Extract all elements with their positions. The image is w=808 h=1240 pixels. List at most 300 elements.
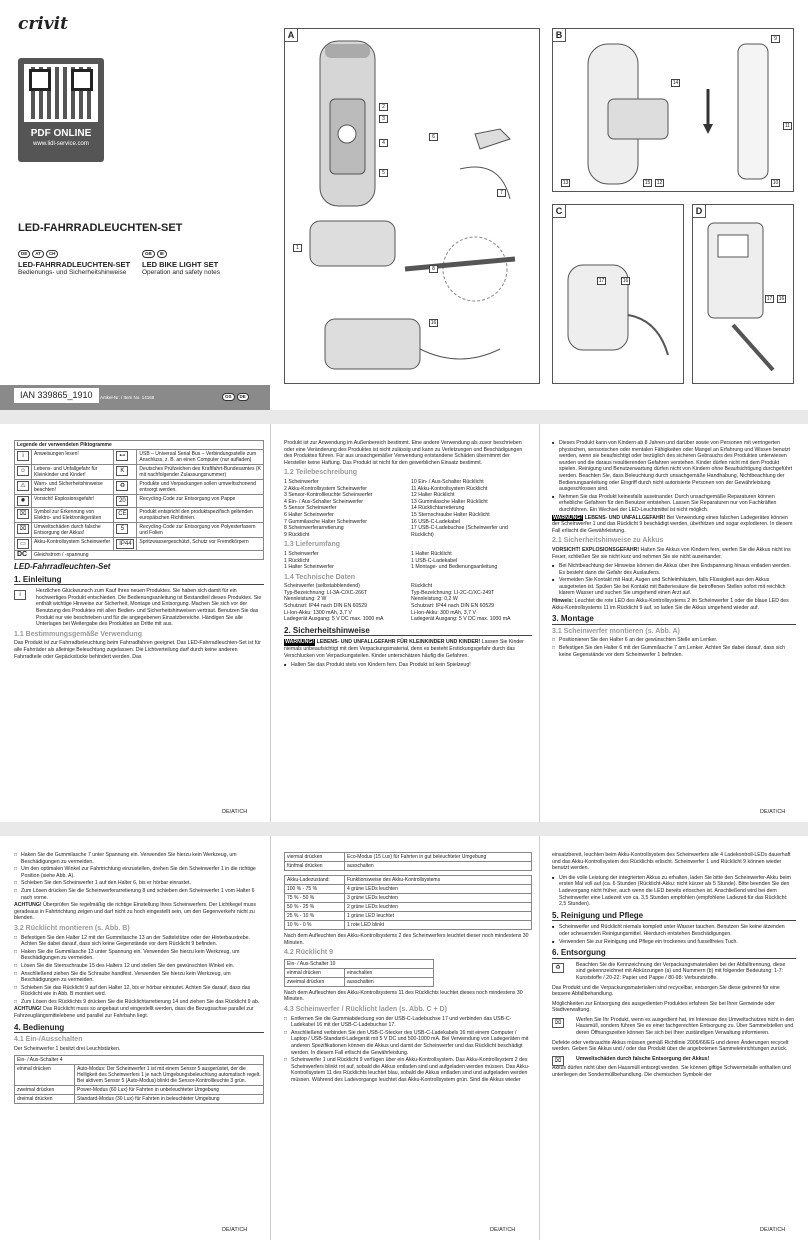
callout-11: 11 xyxy=(784,123,791,129)
heading-montage-sub: 3.1 Scheinwerfer montieren (s. Abb. A) xyxy=(552,627,680,635)
legend-text: Spritzwassergeschützt, Schutz vor Fremdkörpern xyxy=(137,538,264,551)
akku-warning xyxy=(552,547,796,560)
legend-row xyxy=(15,480,264,495)
column-1 xyxy=(14,852,264,1104)
list-item: □ Schieben Sie den Scheinwerfer 1 auf den Halter 6, bis er hörbar einrastet. xyxy=(14,880,264,887)
ce-mark-icon: CE xyxy=(118,511,127,517)
legend-row xyxy=(15,523,264,538)
part-item: 3 Sensor-Kontrollleuchte Scheinwerfer xyxy=(284,492,373,499)
akku-warning-title: VORSICHT! EXPLOSIONSGEFAHR! xyxy=(552,546,640,553)
lang-badge: IE xyxy=(157,250,167,258)
legend-title: Legende der verwendeten Piktogramme xyxy=(15,441,264,450)
spec-label: Li-Ion-Akku: xyxy=(411,609,439,616)
lang-badges-de xyxy=(18,250,130,258)
warning-label: WARNUNG! xyxy=(553,514,583,521)
table-cell: viermal drücken xyxy=(285,853,345,862)
parts-left xyxy=(284,479,405,538)
heading-bestimmung: 1.1 Bestimmungsgemäße Verwendung xyxy=(14,630,142,638)
heading-teile: 1.2 Teilebeschreibung xyxy=(284,469,358,477)
article-number: Artikel-Nr. / Item No. 14168 xyxy=(100,395,155,400)
table-cell: ausschalten xyxy=(345,862,532,871)
list-item: □ Zum Lösen drücken Sie die Scheinwerferarretierung 8 und schieben den Scheinwerfer 1 vom Halter 6 nach vorne. xyxy=(14,888,264,901)
callout-15: 15 xyxy=(644,180,651,186)
spec-label: Ladegerät Ausgang: xyxy=(284,616,331,623)
recycling-code-20-icon: 20 xyxy=(116,496,128,506)
parts-list xyxy=(284,479,532,538)
bestimmung-text: Das Produkt ist zur Fahrradbeleuchtung beim Fahrradfahren geeignet. Das LED-Fahrradleuchten-Set ist für alle Fahrräder als alleinige Beleuchtung zugelassen. Die Lichtverteilung darf durch keine anderen Fahrradteile oder Gepäckstücke behindert werden. Das xyxy=(14,640,261,660)
spec-value: IP44 nach DIN EN 60529 xyxy=(308,603,368,610)
table-row xyxy=(15,1065,264,1086)
table-header: Ein- / Aus-Schalter 10 xyxy=(285,959,434,968)
table-row xyxy=(15,1086,264,1095)
figure-d-drawing xyxy=(693,205,793,383)
heading-reinigung: 5. Reinigung und Pflege xyxy=(552,913,796,922)
achtung-label: ACHTUNG! xyxy=(14,1006,42,1013)
legend-text: Umweltschäden durch falsche Entsorgung der Akkus! xyxy=(32,523,114,538)
page-footer: DE/AT/CH xyxy=(760,809,786,816)
spec-label: Scheinwerfer (selbstabblendend) xyxy=(284,583,360,590)
legend-text: Recycling-Code zur Entsorgung von Polyesterfasern und Folien xyxy=(137,523,264,538)
list-item: ■ Verwenden Sie zur Reinigung und Pflege ein trockenes und fusselfreies Tuch. xyxy=(552,939,796,946)
list-item: □ Entfernen Sie die Gummiabdeckung von der USB-C-Ladebuchse 17 und verbinden das USB-C-Ladekabel 16 mit der USB-C-Ladebuchse 17. xyxy=(284,1016,532,1029)
einaus-text: Der Scheinwerfer 1 besitzt drei Leuchtstärken. xyxy=(14,1045,121,1052)
spec-label: Ladegerät Ausgang: xyxy=(411,616,458,623)
legend-text: Recycling-Code zur Entsorgung von Pappe xyxy=(137,495,264,508)
figure-label: B xyxy=(553,29,566,42)
table-row xyxy=(285,968,434,977)
callout-16: 16 xyxy=(430,320,437,326)
akku-warning-text: Halten Sie Akkus von Kindern fern, werfen Sie die Akkus nicht ins Feuer, schließen Sie sie nicht kurz und nehmen Sie sie nicht auseinander. xyxy=(552,546,791,560)
spec-label: Rücklicht xyxy=(411,583,433,590)
hinweis-label: Hinweis: xyxy=(552,598,574,605)
entsorgung-2: Das Produkt und die Verpackungsmaterialien sind recycelbar, entsorgen Sie diese getrennt für eine bessere Abfallbehandlung. xyxy=(552,984,780,998)
table-cell: dreimal drücken xyxy=(15,1095,75,1104)
table-row xyxy=(285,912,532,921)
callout-16: 16 xyxy=(778,296,785,302)
dc-symbol: DC xyxy=(15,551,32,560)
legend-text: Produkt entspricht den produktspezifisch geltenden europäischen Richtlinien. xyxy=(137,508,264,523)
battery-status-table xyxy=(284,875,532,930)
callout-17: 17 xyxy=(598,278,605,284)
entsorgung-text: Beachten Sie die Kennzeichnung der Verpackungsmaterialien bei der Abfalltrennung, diese sind gekennzeichnet mit Abkürzungen (a) und Nummern (b) mit folgender Bedeutung: 1-7: Kunststoffe / 20-22: Papier und Pappe / 80-98: Verbundstoffe. xyxy=(576,961,786,981)
tech-left xyxy=(284,583,405,623)
figure-c xyxy=(552,204,684,384)
spec-row xyxy=(411,590,532,597)
text-page-3 xyxy=(0,836,808,1240)
legend-table xyxy=(14,440,264,560)
figure-d xyxy=(692,204,794,384)
cover-page xyxy=(0,0,808,410)
list-item: □ Anschließend verbinden Sie den USB-C-Stecker des USB-C-Ladekabels 16 mit einem Computer / Laptop / USB-Standard-Ladegerät mit 5 V DC und 500-1000 mA. Bei Verwendung von Ladegeräten mit anderen Spezifikationen können die Akkus und damit der Scheinwerfer und das Rücklicht beschädigt werden. In diesem Fall erlischt die Gewährleistung. xyxy=(284,1030,532,1056)
column-2 xyxy=(284,440,532,670)
warning-title: LEBENS- UND UNFALLGEFAHR FÜR KLEINKINDER UND KINDER! xyxy=(316,639,481,646)
table-row xyxy=(285,903,532,912)
achtung-2 xyxy=(14,1006,264,1019)
explosion-icon: ✹ xyxy=(17,496,29,506)
callout-10: 10 xyxy=(772,180,779,186)
spec-row xyxy=(411,603,532,610)
intro-text: Produkt ist zur Anwendung im Außenbereich bestimmt. Eine andere Verwendung als zuvor beschrieben oder eine Veränderung des Produktes ist nicht zulässig und kann zu Verletzungen und Beschädigungen des Produktes führen. Für aus unsachgemäßer Verwendung entstandene Schäden übernimmt der Hersteller keine Haftung. Das Produkt ist nicht für den gewerblichen Einsatz bestimmt. xyxy=(284,440,523,466)
part-item: 13 Gummilasche Halter Rücklicht xyxy=(411,498,488,505)
de-subtitle: Bedienungs- und Sicherheitshinweise xyxy=(18,269,127,276)
figure-a-drawing xyxy=(285,29,539,383)
warning-icon: ⚠ xyxy=(17,481,29,491)
warning-block xyxy=(284,639,532,659)
battery-bin-icon: ⌧ xyxy=(552,1056,564,1066)
country-badges xyxy=(222,393,249,401)
callout-12: 12 xyxy=(656,180,663,186)
switch-table-taillight xyxy=(284,959,434,987)
callout-17: 17 xyxy=(766,296,773,302)
column-3 xyxy=(552,852,796,1082)
cover xyxy=(0,0,270,410)
fold-line xyxy=(539,836,540,1240)
table-cell: 50 % - 25 % xyxy=(285,903,345,912)
legend-text: Anweisungen lesen! xyxy=(32,450,114,465)
lang-badge: DE xyxy=(18,250,30,258)
spec-row xyxy=(411,610,532,617)
table-cell: ausschalten xyxy=(345,977,434,986)
part-item: 6 Halter Scheinwerfer xyxy=(284,511,334,518)
switch-table-headlight-cont xyxy=(284,852,532,871)
after-battery-text: Nach dem Aufleuchten des Akku-Kontrollsystems 2 des Scheinwerfers leuchtet dieser noch mindestens 30 Minuten. xyxy=(284,933,529,946)
fold-line xyxy=(270,836,271,1240)
part-item: 5 Sensor Scheinwerfer xyxy=(284,505,337,512)
part-item: 4 Ein- / Aus-Schalter Scheinwerfer xyxy=(284,498,363,505)
achtung-1 xyxy=(14,902,264,922)
figure-label: C xyxy=(553,205,566,218)
spec-label: Li-Ion-Akku: xyxy=(284,609,312,616)
spec-value: 5 V DC max. 1000 mA xyxy=(331,616,384,623)
part-item: 1 Scheinwerfer xyxy=(284,478,319,485)
callout-7: 7 xyxy=(497,189,506,197)
warning-block xyxy=(552,515,796,535)
spec-row xyxy=(284,590,405,597)
figure-b xyxy=(552,28,794,192)
list-item: □ Haken Sie die Gummilasche 13 unter Spannung ein. Verwenden Sie hierzu kein Werkzeug, um Beschädigungen zu vermeiden. xyxy=(14,949,264,962)
charging-continued: einsatzbereit, leuchten beim Akku-Kontrollsystem des Scheinwerfers alle 4 Ladekontroll-LEDs dauerhaft und das Akku-Kontrollsystem des Rücklichts erlischt. Scheinwerfer 1 und Rücklicht 9 können wieder benutzt werden. xyxy=(552,852,791,872)
table-cell: 75 % - 50 % xyxy=(285,894,345,903)
table-row xyxy=(285,862,532,871)
lang-badge: AT xyxy=(32,250,44,258)
en-subtitle: Operation and safety notes xyxy=(142,269,221,276)
delivery-left xyxy=(284,551,405,571)
tech-specs xyxy=(284,583,532,623)
table-row xyxy=(285,876,532,885)
part-item: 2 Akku-Kontrollsystem Scheinwerfer xyxy=(284,485,368,492)
qr-code-icon xyxy=(24,64,98,122)
child-warning-icon: ☺ xyxy=(17,466,29,476)
callout-2: 2 xyxy=(379,103,388,111)
part-item: 12 Halter Rücklicht xyxy=(411,492,455,499)
callout-1: 1 xyxy=(293,244,302,252)
part-item: 9 Rücklicht xyxy=(284,531,310,538)
heading-ruecklicht: 3.2 Rücklicht montieren (s. Abb. B) xyxy=(14,924,130,932)
spec-row xyxy=(284,596,405,603)
page-footer: DE/AT/CH xyxy=(760,1227,786,1234)
einleitung-text xyxy=(14,588,264,628)
ip44-icon: IP44 xyxy=(116,539,134,549)
recycling-code-5-icon: 5 xyxy=(116,524,128,534)
part-item: 14 Rücklichtarretierung xyxy=(411,505,465,512)
page-footer: DE/AT/CH xyxy=(490,1227,516,1234)
entsorgung-1 xyxy=(552,962,796,982)
spec-value: 1300 mAh, 3,7 V xyxy=(313,609,352,616)
callout-9: 9 xyxy=(771,35,780,43)
fold-line xyxy=(270,424,271,822)
callout-4: 4 xyxy=(379,139,388,147)
legend-row xyxy=(15,495,264,508)
list-item: □ Scheinwerfer 1 und Rücklicht 9 verfügen über ein Akku-Kontrollsystem. Das Akku-Kontrollsystem 2 des Scheinwerfers blinkt rot auf, sobald die Akkus entladen sind und aufgeladen werden müssen. Das Akku-Kontrollsystem 11 des Rücklichts leuchtet blau, sobald die Akkus entladen sind und aufgeladen werden müssen. Während des Ladevorgangs leuchtet das Akku-Kontrollsystem grün. Sind die Akkus wieder xyxy=(284,1057,532,1083)
ian-number: IAN 339865_1910 xyxy=(14,388,99,403)
list-item: □ Befestigen Sie den Halter 12 mit der Gummilasche 13 an der Sattelstütze oder der Hinterbaustrebe. Achten Sie dabei darauf, dass sich keine Gegenstände vor dem Rücklicht 9 befinden. xyxy=(14,935,264,948)
spec-row xyxy=(284,610,405,617)
heading-entsorgung: 6. Entsorgung xyxy=(552,950,796,959)
list-item: ■ Halten Sie das Produkt stets von Kindern fern. Das Produkt ist kein Spielzeug! xyxy=(284,662,532,669)
callout-3: 3 xyxy=(379,115,388,123)
heading-ruecklicht-bedienung: 4.2 Rücklicht 9 xyxy=(284,949,334,957)
achtung-text: Überprüfen Sie regelmäßig die richtige Einstellung Ihres Scheinwerfers. Der Lichtkegel muss geradeaus in Fahrtrichtung zeigen und darf nicht zu hoch eingestellt sein, um den Gegenverkehr nicht zu blenden. xyxy=(14,902,256,922)
battery-control-icon: ▭ xyxy=(17,539,29,549)
heading-einaus: 4.1 Ein-/Ausschalten xyxy=(14,1036,83,1044)
set-heading: LED-Fahrradleuchten-Set xyxy=(14,562,111,571)
battery-bin-icon: ⌧ xyxy=(17,524,29,534)
k-mark-icon: K xyxy=(116,466,128,476)
legend-text: Akku-Kontrollsystem Scheinwerfer xyxy=(32,538,114,551)
legend-text: Lebens- und Unfallgefahr für Kleinkinder und Kinder! xyxy=(32,465,114,480)
umwelt-title: Umweltschäden durch falsche Entsorgung der Akkus! xyxy=(576,1055,710,1062)
warning-text: Lassen Sie Kinder niemals unbeaufsichtigt mit dem Verpackungsmaterial, denn es besteht Erstickungsgefahr durch das Verschlucken von Verpackungsteilen. Kinder unterschätzen häufig die Gefahren. xyxy=(284,639,524,659)
legend-row xyxy=(15,551,264,560)
spec-label: Nennleistung: xyxy=(284,596,316,603)
list-item: ■ Dieses Produkt kann von Kindern ab 8 Jahren und darüber sowie von Personen mit verringerten physischen, sensorischen oder mentalen Fähigkeiten oder Mangel an Erfahrung und Wissen benutzt werden, wenn sie beaufsichtigt oder bezüglich des sicheren Gebrauchs des Produktes unterwiesen wurden und die daraus resultierenden Gefahren verstehen. Kinder dürfen nicht mit dem Produkt spielen. Reinigung und Benutzerwartung dürfen nicht von Kindern ohne Beaufsichtigung durchgeführt werden. Beachten Sie, dass Beleuchtung durch unsachgemäße Handhabung, Nichtbeachtung der Bedienungsanleitung oder Eingriff durch nicht autorisierte Personen von der Gewährleistung ausgeschlossen sind. xyxy=(552,440,796,493)
table-header: Funktionsweise des Akku-Kontrollsystems xyxy=(345,876,532,885)
callout-6: 6 xyxy=(429,133,438,141)
spec-value: 300 mAh, 3,7 V xyxy=(440,609,476,616)
hinweis-text: Leuchtet die rote LED des Akku-Kontrollsystems 2 im Scheinwerfer 1 oder die blaue LED des Akku-Kontrollsystems 11 im Rücklicht 9 auf, so laden Sie die Akkus umgehend wieder auf. xyxy=(552,598,789,611)
legend-row xyxy=(15,508,264,523)
list-item: □ Positionieren Sie den Halter 6 an der gewünschten Stelle am Lenker. xyxy=(552,637,796,644)
list-item: □ Um den optimalen Winkel zur Fahrtrichtung einzustellen, drehen Sie den Scheinwerfer 1 in die richtige Position (siehe Abb. A). xyxy=(14,866,264,879)
warning-text: Bei Verwendung eines falschen Ladegerätes können der Scheinwerfer 1 und das Rücklicht 9 beschädigt werden, überhitzen und sogar explodieren. In diesem Fall erlischt die Gewährleistung. xyxy=(552,514,793,534)
legend-row xyxy=(15,538,264,551)
spec-value: LI-3A-C/XC-266T xyxy=(326,589,368,596)
legend-text: Deutsches Prüfzeichen des Kraftfahrt-Bundesamtes (K mit nachfolgender Zulassungsnummer) xyxy=(137,465,264,480)
qr-url: www.lidl-service.com xyxy=(33,140,89,147)
delivery-item: 1 Halter Rücklicht xyxy=(411,550,452,557)
heading-einleitung: 1. Einleitung xyxy=(14,577,264,586)
spec-label: Nennleistung: xyxy=(411,596,443,603)
figure-label: A xyxy=(285,29,298,42)
warning-title: LEBENS- UND UNFALLGEFAHR! xyxy=(584,514,666,521)
table-cell: Power-Modus (60 Lux) für Fahrten in unbeleuchteter Umgebung xyxy=(75,1086,264,1095)
part-item: 7 Gummilasche Halter Scheinwerfer xyxy=(284,518,368,525)
column-2 xyxy=(284,852,532,1085)
spec-label: Schutzart: xyxy=(411,603,435,610)
delivery-item: 1 Montage- und Bedienungsanleitung xyxy=(411,564,498,571)
heading-lieferumfang: 1.3 Lieferumfang xyxy=(284,541,341,549)
recycle-icon: ♻ xyxy=(116,481,128,491)
table-row xyxy=(285,894,532,903)
weee-bin-icon: ⌧ xyxy=(552,1018,564,1028)
lang-badge: GB xyxy=(142,250,155,258)
achtung-text: Das Rücklicht muss so angebaut und eingestellt werden, dass die Bezugsachse parallel zur Fahrzeuglängsmittelebene und parallel zur Fahrbahn liegt. xyxy=(14,1006,254,1020)
spec-label: Typ-Bezeichnung: xyxy=(284,589,326,596)
parts-right xyxy=(411,479,532,538)
table-cell: 1 rote LED blinkt xyxy=(345,921,532,930)
page-footer: DE/AT/CH xyxy=(222,809,248,816)
table-cell: zweimal drücken xyxy=(285,977,345,986)
part-item: 8 Scheinwerferarretierung xyxy=(284,525,344,532)
list-item: □ Anschließend ziehen Sie die Schraube handfest. Verwenden Sie hierzu kein Werkzeug, um Beschädigungen zu vermeiden. xyxy=(14,971,264,984)
spec-row xyxy=(284,583,405,590)
legend-text: Warn- und Sicherheitshinweise beachten! xyxy=(32,480,114,495)
column-3 xyxy=(552,440,796,659)
page-footer: DE/AT/CH xyxy=(222,1227,248,1234)
table-cell: einschalten xyxy=(345,968,434,977)
table-row xyxy=(285,921,532,930)
after-taillight-text: Nach dem Aufleuchten des Akku-Kontrollsystems 11 des Rücklichts leuchtet dieses noch mindestens 30 Minuten. xyxy=(284,989,523,1003)
callout-8: 8 xyxy=(429,265,438,273)
country-badge: DE xyxy=(237,393,249,401)
lang-badges-en xyxy=(142,250,220,258)
table-cell: 2 grüne LEDs leuchten xyxy=(345,903,532,912)
delivery-item: 1 Rücklicht xyxy=(284,557,310,564)
spec-value: IP44 nach DIN EN 60529 xyxy=(435,603,495,610)
spec-row xyxy=(411,596,532,603)
info-icon: i xyxy=(14,590,26,600)
table-cell: Auto-Modus: Der Scheinwerfer 1 ist mit einem Sensor 5 ausgerüstet, der die Helligkeit des Scheinwerfers 1 je nach Umgebungsbeleuchtung automatisch regelt. Bei aktivem Sensor 5 (Auto-Modus) blinkt die Sensor-Kontrollleuchte 3 grün. xyxy=(75,1065,264,1086)
switch-table-headlight xyxy=(14,1055,264,1104)
table-cell: Standard-Modus (30 Lux) für Fahrten in beleuchteter Umgebung xyxy=(75,1095,264,1104)
delivery-item: 1 Scheinwerfer xyxy=(284,550,319,557)
qr-title: PDF ONLINE xyxy=(30,128,92,139)
callout-14: 14 xyxy=(672,80,679,86)
list-item: ■ Vermeiden Sie Kontakt mit Haut, Augen und Schleimhäuten, falls Flüssigkeit aus den Akkus ausgetreten ist. Spülen Sie bei Kontakt mit Batteriesäure die betroffenen Stellen sofort mit reichlich klarem Wasser und suchen Sie umgehend einen Arzt auf. xyxy=(552,577,796,597)
hinweis xyxy=(552,598,796,611)
part-item: 16 USB-C-Ladekabel xyxy=(411,518,461,525)
legend-text: Symbol zur Erkennung von Elektro- und Elektronikgeräten xyxy=(32,508,114,523)
legend-text: USB – Universal Serial Bus – Verbindungsstelle zum Anschluss, z. B. an einen Computer (nur aufladen) xyxy=(137,450,264,465)
spec-row xyxy=(284,603,405,610)
table-cell: zweimal drücken xyxy=(15,1086,75,1095)
country-badge: OS xyxy=(222,393,235,401)
heading-bedienung: 4. Bedienung xyxy=(14,1025,264,1034)
heading-technik: 1.4 Technische Daten xyxy=(284,573,356,581)
heading-akku: 2.1 Sicherheitshinweise zu Akkus xyxy=(552,537,664,545)
table-cell: fünfmal drücken xyxy=(285,862,345,871)
figure-a xyxy=(284,28,540,384)
en-title: LED BIKE LIGHT SET xyxy=(142,259,219,269)
delivery-right xyxy=(411,551,532,571)
part-item: 10 Ein- / Aus-Schalter Rücklicht xyxy=(411,478,484,485)
recycle-icon: ♻ xyxy=(552,963,564,973)
table-header: Ein- / Aus-Schalter 4 xyxy=(15,1056,264,1065)
table-cell: 4 grüne LEDs leuchten xyxy=(345,885,532,894)
part-item: 15 Sternschraube Halter Rücklicht xyxy=(411,511,490,518)
entsorgung-5: Defekte oder verbrauchte Akkus müssen gemäß Richtlinie 2006/66/EG und deren Änderungen recycelt werden. Geben Sie Akkus und / oder das Produkt über die angebotenen Sammeleinrichtungen zurück. xyxy=(552,1039,789,1053)
table-cell: 3 grüne LEDs leuchten xyxy=(345,894,532,903)
fold-line xyxy=(539,424,540,822)
figure-label: D xyxy=(693,205,706,218)
lang-badge: CH xyxy=(46,250,59,258)
qr-code-box[interactable] xyxy=(18,58,104,162)
table-cell: 1 grüne LED leuchtet xyxy=(345,912,532,921)
entsorgung-3: Möglichkeiten zur Entsorgung des ausgedienten Produktes erfahren Sie bei Ihrer Gemeinde oder Stadtverwaltung. xyxy=(552,1000,775,1014)
legend-text: Gleichstrom / -spannung xyxy=(32,551,264,560)
heading-sicherheit: 2. Sicherheitshinweise xyxy=(284,628,532,637)
einleitung-body: Herzlichen Glückwunsch zum Kauf Ihres neuen Produktes. Sie haben sich damit für ein hochwertiges Produkt entschieden. Die Bedienungsanleitung ist Bestandteil dieses Produktes. Sie enthält wichtige Hinweise zur Sicherheit, Montage und Entsorgung. Machen Sie sich vor der Benutzung des Produktes mit allen Bedien- und Sicherheitshinweisen vertraut. Benutzen Sie das Produkt nur wie beschrieben und für die angegebenen Einsatzbereiche. Händigen Sie alle Unterlagen bei Weitergabe des Produktes an Dritte mit aus. xyxy=(36,588,262,628)
callout-5: 5 xyxy=(379,169,388,177)
cover-de-block xyxy=(18,250,130,277)
spec-label: Typ-Bezeichnung: xyxy=(411,589,453,596)
table-header: Akku-Ladezustand: xyxy=(285,876,345,885)
heading-laden: 4.3 Scheinwerfer / Rücklicht laden (s. Abb. C + D) xyxy=(284,1005,447,1013)
usb-icon: ⊷ xyxy=(116,451,128,461)
cover-en-block xyxy=(142,250,220,277)
warning-label: WARNUNG! xyxy=(285,639,315,646)
column-1 xyxy=(14,440,264,663)
table-cell: einmal drücken xyxy=(15,1065,75,1086)
table-cell: einmal drücken xyxy=(285,968,345,977)
cover-title: LED-FAHRRADLEUCHTEN-SET xyxy=(18,222,183,234)
spec-label: Schutzart: xyxy=(284,603,308,610)
list-item: □ Schieben Sie das Rücklicht 9 auf den Halter 12, bis er hörbar einrastet. Achten Sie darauf, dass das Rücklicht wie in Abb. B montiert wird. xyxy=(14,985,264,998)
de-title: LED-FAHRRADLEUCHTEN-SET xyxy=(18,259,131,269)
entsorgung-text: Werfen Sie Ihr Produkt, wenn es ausgedient hat, im Interesse des Umweltschutzes nicht in den Hausmüll, sondern führen Sie es einer fachgerechten Entsorgung zu. Über Sammelstellen und deren Öffnungszeiten können Sie sich bei Ihrer zuständigen Verwaltung informieren. xyxy=(576,1016,795,1037)
spec-value: 0,2 W xyxy=(444,596,458,603)
table-row xyxy=(285,885,532,894)
weee-bin-icon: ⌧ xyxy=(17,509,29,519)
legend-row xyxy=(15,465,264,480)
achtung-label: ACHTUNG! xyxy=(14,902,42,909)
text-page-2 xyxy=(0,424,808,822)
brand-logo: crivit xyxy=(18,14,68,34)
callout-16: 16 xyxy=(622,278,629,284)
spec-value: 2 W xyxy=(317,596,327,603)
umwelt-text: Akkus dürfen nicht über den Hausmüll entsorgt werden. Sie können giftige Schwermetalle enthalten und unterliegen der Sondermüllbehandlung. Die chemischen Symbole der xyxy=(552,1065,791,1079)
table-cell: Eco-Modus (15 Lux) für Fahrten in gut beleuchteter Umgebung xyxy=(345,853,532,862)
table-row xyxy=(15,1095,264,1104)
callout-13: 13 xyxy=(562,180,569,186)
figure-b-drawing xyxy=(553,29,793,191)
table-cell: 25 % - 10 % xyxy=(285,912,345,921)
legend-row xyxy=(15,450,264,465)
list-item: □ Befestigen Sie den Halter 6 mit der Gummilasche 7 am Lenker. Achten Sie dabei darauf, dass sich keine Gegenstände vor dem Scheinwerfer 1 befinden. xyxy=(552,645,796,658)
delivery-list xyxy=(284,551,532,571)
heading-montage: 3. Montage xyxy=(552,616,796,625)
table-cell: 10 % - 0 % xyxy=(285,921,345,930)
spec-row xyxy=(284,616,405,623)
tech-right xyxy=(411,583,532,623)
list-item: □ Lösen Sie die Sternschraube 15 des Halters 12 und stellen Sie den gewünschten Winkel ein. xyxy=(14,963,264,970)
list-item: ■ Um die volle Leistung der integrierten Akkus zu erhalten, laden Sie bitte den Scheinwerfer-Akku beim ersten Mal voll auf (ca. 6 Stunden (Rücklicht-Akku: nicht kürzer als 5 Stunde). Bitte beenden Sie den Ladevorgang nicht früher, auch wenn die LED bereits erloschen ist. Anschließend wird bei dem Scheinwerfer eine Ladezeit von ca. 3,5 Stunden empfohlen (empfohlene Ladezeit für das Rücklicht: 2,5 Stunden). xyxy=(552,875,796,908)
spec-row xyxy=(411,616,532,623)
table-row xyxy=(285,853,532,862)
legend-text: Produkte und Verpackungen sollen umweltschonend entsorgt werden. xyxy=(137,480,264,495)
info-icon: i xyxy=(17,451,29,461)
spec-row xyxy=(411,583,532,590)
list-item: ■ Bei Nichtbeachtung der Hinweise können die Akkus über ihre Endspannung hinaus entladen werden. Es besteht dann die Gefahr des Auslaufens. xyxy=(552,563,796,576)
table-cell: 100 % - 75 % xyxy=(285,885,345,894)
list-item: ■ Scheinwerfer und Rücklicht niemals komplett unter Wasser tauchen. Benutzen Sie keine ätzenden oder scheuernden Reinigungsmittel. Hierdurch entstehen Beschädigungen. xyxy=(552,924,796,937)
umwelt-warning xyxy=(552,1056,796,1063)
legend-text: Vorsicht! Explosionsgefahr! xyxy=(32,495,114,508)
delivery-item: 1 USB-C-Ladekabel xyxy=(411,557,458,564)
list-item: ■ Nehmen Sie das Produkt keinesfalls auseinander. Durch unsachgemäße Reparaturen können erhebliche Gefahren für den Benutzer entstehen. Lassen Sie Reparaturen nur von Fachkräften durchführen. Ein Wechsel der LED-Leuchtmittel ist nicht möglich. xyxy=(552,494,796,514)
part-item: 11 Akku-Kontrollsystem Rücklicht xyxy=(411,485,488,492)
spec-value: LI-2C-C/XC-249T xyxy=(453,589,495,596)
